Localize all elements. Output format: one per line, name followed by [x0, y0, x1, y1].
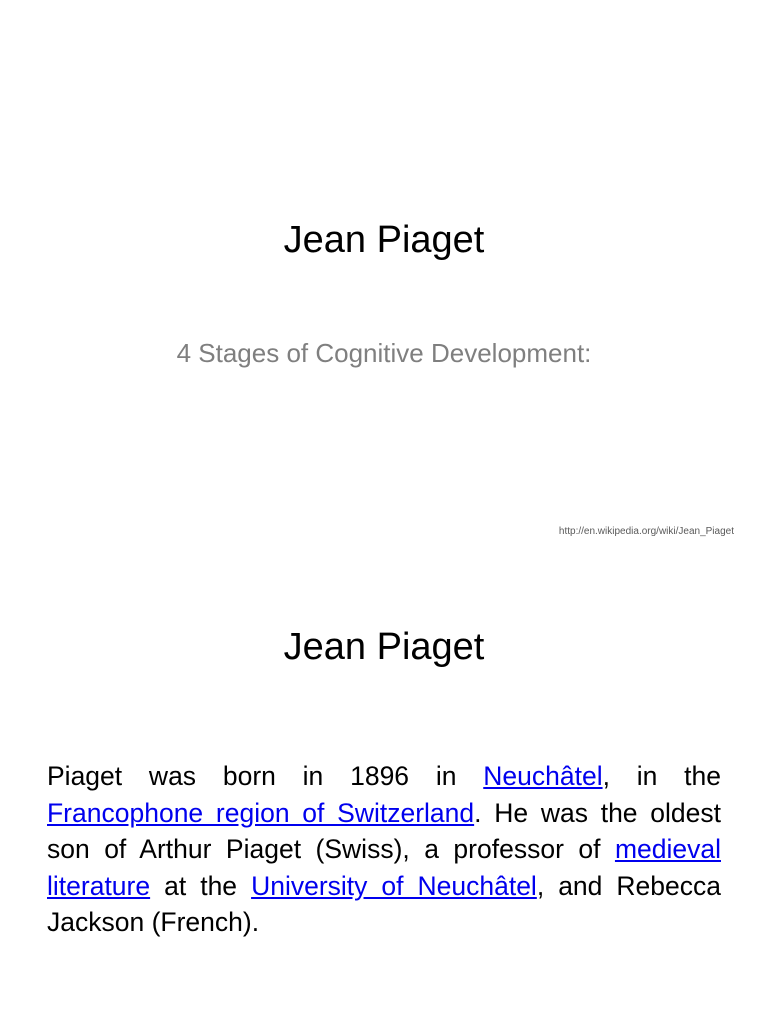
slide-2 — [0, 576, 768, 1024]
link-medieval-literature[interactable]: medieval literature — [47, 834, 721, 901]
paragraph-text: , in the — [602, 761, 721, 791]
link-neuchatel[interactable]: Neuchâtel — [483, 761, 603, 791]
slide-1-title: Jean Piaget — [283, 219, 485, 261]
paragraph-text: Piaget was born in 1896 in — [47, 761, 484, 791]
slide-1-subtitle: 4 Stages of Cognitive Development: — [176, 338, 592, 368]
paragraph-text: . He was the oldest son of Arthur Piaget (Swiss), a professor of — [47, 797, 721, 864]
link-francophone-region[interactable]: Francophone region of Switzerland — [47, 797, 475, 828]
biography-paragraph — [47, 758, 721, 941]
paragraph-text: at the — [150, 870, 252, 901]
link-university-of-neuchatel[interactable]: University of Neuchâtel — [251, 870, 537, 901]
source-url: http://en.wikipedia.org/wiki/Jean_Piaget — [558, 526, 734, 537]
paragraph-text: , and Rebecca Jackson (French). — [47, 870, 721, 937]
slide-2-title: Jean Piaget — [283, 626, 485, 668]
